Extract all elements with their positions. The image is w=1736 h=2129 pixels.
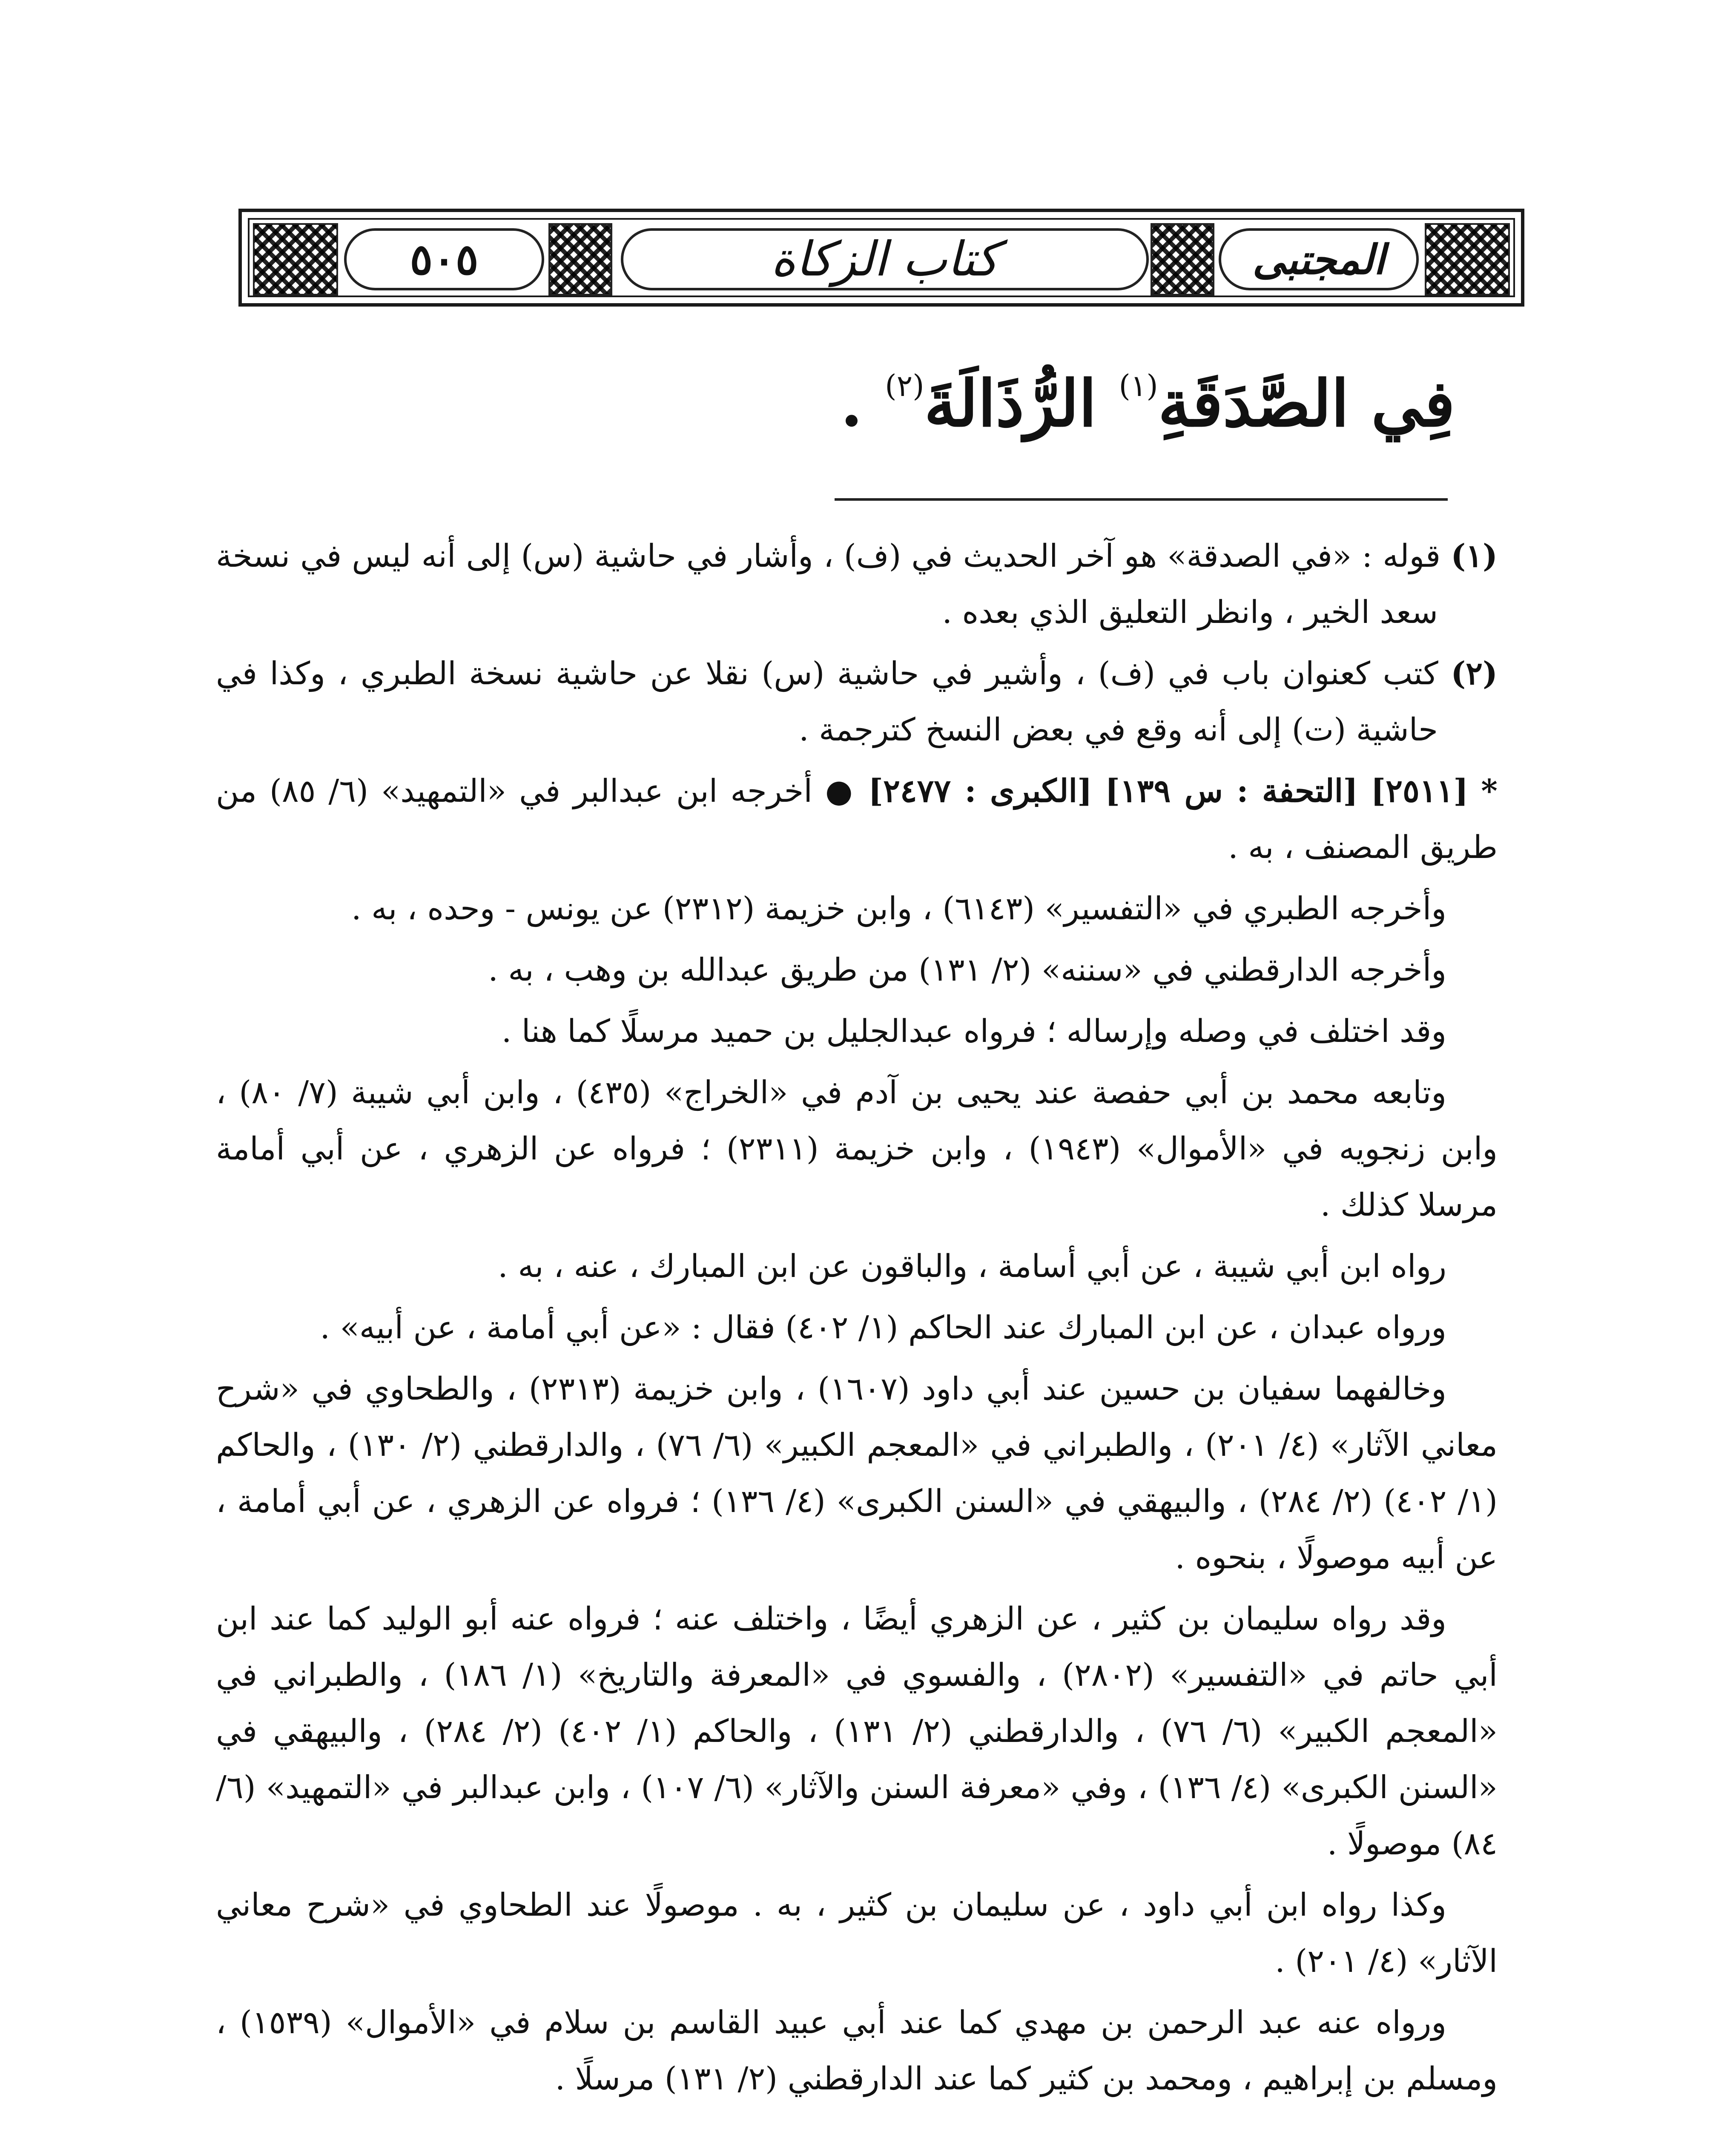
- footnote-ref-2: (٢): [885, 368, 924, 403]
- page-number: ٥٠٥: [410, 234, 479, 284]
- book-title: كتاب الزكاة: [771, 232, 999, 287]
- takhrij-paragraph: وتابعه محمد بن أبي حفصة عند يحيى بن آدم في «الخراج» (٤٣٥) ، وابن أبي شيبة (٧/ ٨٠) ، وابن زنجويه في «الأموال» (١٩٤٣) ، وابن خزيمة (٢٣١١) ؛ فرواه عن الزهري ، عن أبي أمامة مرسلا كذلك .: [216, 1074, 1498, 1223]
- book-title-cartouche: [621, 228, 1149, 290]
- hadith-number: [٢٥١١]: [1371, 773, 1469, 809]
- footnote-1: [216, 528, 1498, 640]
- ornament-right-inner: [1151, 223, 1214, 296]
- bullet-icon: ●: [825, 773, 856, 809]
- takhrij-heading: [216, 763, 1498, 875]
- takhrij-paragraph: رواه ابن أبي شيبة ، عن أبي أسامة ، والباقون عن ابن المبارك ، عنه ، به .: [498, 1248, 1446, 1285]
- footnote-number: (١): [1451, 538, 1498, 574]
- footnote-text: قوله : «في الصدقة» هو آخر الحديث في (ف) ، وأشار في حاشية (س) إلى أنه ليس في نسخة سعد الخير ، وانظر التعليق الذي بعده .: [216, 538, 1441, 631]
- main-text-end: .: [840, 366, 885, 441]
- footnotes-section: [216, 528, 1498, 2112]
- takhrij-first-line: أخرجه ابن عبدالبر في «التمهيد» (٦/ ٨٥) من طريق المصنف ، به .: [216, 773, 1498, 866]
- footnote-separator: [835, 498, 1448, 501]
- ornament-left-inner: [548, 223, 612, 296]
- takhrij-paragraph: وأخرجه الطبري في «التفسير» (٦١٤٣) ، وابن خزيمة (٢٣١٢) عن يونس - وحده ، به .: [351, 890, 1446, 927]
- tuhfa-ref: [التحفة : س ١٣٩]: [1105, 773, 1358, 809]
- main-text-mid: الرُّذَالَةَ: [924, 366, 1119, 441]
- running-header: [238, 209, 1524, 307]
- takhrij-paragraph: وقد اختلف في وصله وإرساله ؛ فرواه عبدالجليل بن حميد مرسلًا كما هنا .: [501, 1013, 1446, 1050]
- footnote-text: كتب كعنوان باب في (ف) ، وأشير في حاشية (س) نقلا عن حاشية نسخة الطبري ، وكذا في حاشية (ت) إلى أنه وقع في بعض النسخ كترجمة .: [216, 655, 1438, 748]
- takhrij-paragraph: ورواه عنه عبد الرحمن بن مهدي كما عند أبي عبيد القاسم بن سلام في «الأموال» (١٥٣٩) ، ومسلم بن إبراهيم ، ومحمد بن كثير كما عند الدارقطني (٢/ ١٣١) مرسلًا .: [216, 2004, 1498, 2097]
- footnote-ref-1: (١): [1119, 368, 1158, 403]
- ornament-left-outer: [253, 223, 338, 296]
- page-number-cartouche: [344, 228, 544, 290]
- series-title-cartouche: [1219, 228, 1419, 290]
- takhrij-paragraph: وكذا رواه ابن أبي داود ، عن سليمان بن كثير ، به . موصولًا عند الطحاوي في «شرح معاني الآثار» (٤/ ٢٠١) .: [216, 1887, 1498, 1980]
- takhrij-paragraph: وخالفهما سفيان بن حسين عند أبي داود (١٦٠٧) ، وابن خزيمة (٢٣١٣) ، والطحاوي في «شرح معاني الآثار» (٤/ ٢٠١) ، والطبراني في «المعجم الكبير» (٦/ ٧٦) ، والدارقطني (٢/ ١٣٠) ، والحاكم (١/ ٤٠٢) (٢/ ٢٨٤) ، والبيهقي في «السنن الكبرى» (٤/ ١٣٦) ؛ فرواه عن الزهري ، عن أبي أمامة ، عن أبيه موصولًا ، بنحوه .: [216, 1371, 1498, 1576]
- ornament-right-outer: [1425, 223, 1510, 296]
- takhrij-paragraph: ورواه عبدان ، عن ابن المبارك عند الحاكم (١/ ٤٠٢) فقال : «عن أبي أمامة ، عن أبيه» .: [320, 1309, 1446, 1346]
- main-hadith-text: [841, 366, 1455, 441]
- footnote-number: (٢): [1451, 655, 1498, 692]
- takhrij-paragraph: وأخرجه الدارقطني في «سننه» (٢/ ١٣١) من طريق عبدالله بن وهب ، به .: [488, 952, 1446, 988]
- series-title: المجتبى: [1252, 235, 1385, 284]
- asterisk-marker: *: [1481, 773, 1498, 809]
- kubra-ref: [الكبرى : ٢٤٧٧]: [868, 773, 1093, 809]
- main-text-start: فِي الصَّدَقَةِ: [1158, 366, 1455, 441]
- takhrij-paragraph: وقد رواه سليمان بن كثير ، عن الزهري أيضًا ، واختلف عنه ؛ فرواه عنه أبو الوليد كما عند ابن أبي حاتم في «التفسير» (٢٨٠٢) ، والفسوي في «المعرفة والتاريخ» (١/ ١٨٦) ، والطبراني في «المعجم الكبير» (٦/ ٧٦) ، والدارقطني (٢/ ١٣١) ، والحاكم (١/ ٤٠٢) (٢/ ٢٨٤) ، والبيهقي في «السنن الكبرى» (٤/ ١٣٦) ، وفي «معرفة السنن والآثار» (٦/ ١٠٧) ، وابن عبدالبر في «التمهيد» (٦/ ٨٤) موصولًا .: [216, 1601, 1498, 1862]
- footnote-2: [216, 646, 1498, 758]
